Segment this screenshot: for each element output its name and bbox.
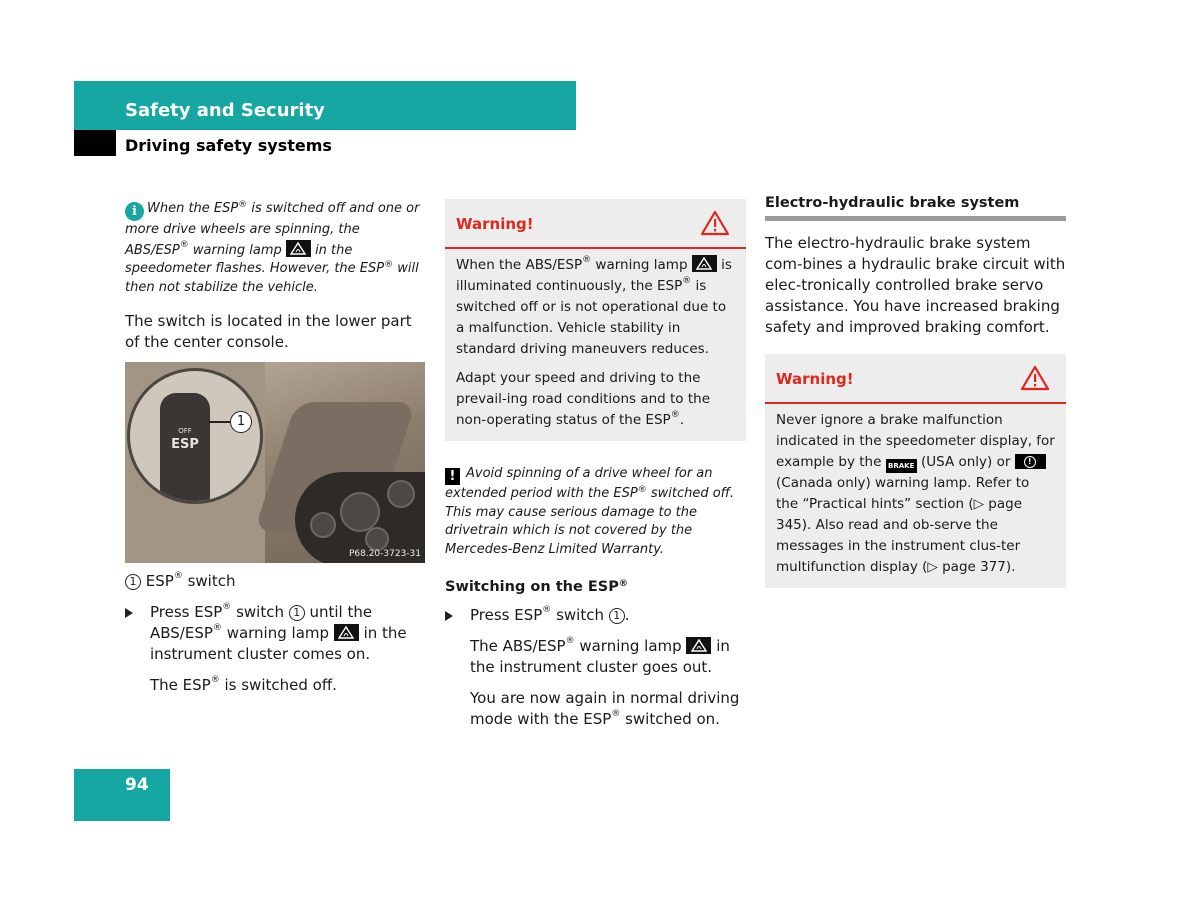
warning-paragraph-2: Adapt your speed and driving to the prevail-ing road conditions and to the non-operating status of the ESP®. bbox=[456, 370, 711, 428]
warning-box-esp bbox=[445, 199, 746, 441]
subsection-title: Driving safety systems bbox=[125, 136, 332, 155]
warning-triangle-icon bbox=[700, 210, 730, 236]
esp-warning-lamp-icon bbox=[692, 255, 717, 272]
warning-triangle-icon bbox=[1020, 365, 1050, 391]
brake-warning-lamp-icon: BRAKE bbox=[886, 459, 917, 473]
warning-paragraph: Never ignore a brake malfunction indicated in the speedometer display, for example by the BRAKE (USA only) or ! (Canada only) warning lamp. Refer to the “Practical hints” section (▷ page 345). Also read and ob-serve the messages in the instrument clus-ter multifunction display (▷ page 377). bbox=[776, 412, 1055, 575]
warning-paragraph-1: When the ABS/ESP® warning lamp is illuminated continuously, the ESP® is switched off or is not operational due to a malfunction. Vehicle stability in standard driving maneuvers reduces. bbox=[456, 255, 732, 357]
page-number-box bbox=[74, 769, 170, 821]
section-title: Safety and Security bbox=[125, 100, 325, 121]
page-number: 94 bbox=[125, 775, 149, 795]
caution-note: ! Avoid spinning of a drive wheel for an extended period with the ESP® switched off. This may cause serious damage to the drivetrain which is not covered by the Mercedes-Benz Limited Warranty. bbox=[445, 466, 735, 557]
callout-number: 1 bbox=[125, 574, 141, 590]
caution-icon: ! bbox=[445, 468, 460, 485]
subsection-marker bbox=[74, 130, 116, 156]
subheading-switching-on: Switching on the ESP® bbox=[445, 579, 628, 595]
photo-legend: 1 ESP® switch bbox=[125, 571, 425, 592]
warning-label: Warning! bbox=[456, 215, 534, 233]
info-icon: i bbox=[125, 202, 144, 221]
heading-rule bbox=[765, 216, 1066, 221]
center-console-photo bbox=[125, 362, 425, 563]
intro-text: The switch is located in the lower part of the center console. bbox=[125, 312, 412, 351]
column-right bbox=[765, 195, 1066, 588]
step-result-1: The ABS/ESP® warning lamp in the instrument cluster goes out. bbox=[470, 636, 730, 676]
instruction-step: Press ESP® switch 1 until the ABS/ESP® warning lamp in the instrument cluster comes on. bbox=[125, 602, 425, 665]
column-middle bbox=[445, 199, 746, 730]
esp-switch-closeup bbox=[127, 368, 263, 504]
bullet-arrow-icon bbox=[125, 608, 133, 618]
photo-code: P68.20-3723-31 bbox=[348, 549, 421, 559]
callout-1: 1 bbox=[230, 411, 252, 433]
brake-body-text: The electro-hydraulic brake system com-bines a hydraulic brake circuit with elec-tronically controlled brake servo assistance. You have increased braking safety and improved braking comfort. bbox=[765, 234, 1066, 336]
info-note: i When the ESP® is switched off and one or more drive wheels are spinning, the ABS/ESP® warning lamp in the speedometer flashes. However, the ESP® will then not stabilize the vehicle. bbox=[125, 200, 420, 295]
parking-brake-lamp-icon: ! bbox=[1015, 454, 1046, 469]
warning-label: Warning! bbox=[776, 370, 854, 388]
esp-warning-lamp-icon bbox=[686, 637, 711, 654]
step-result: The ESP® is switched off. bbox=[150, 675, 337, 694]
column-left bbox=[125, 195, 425, 696]
esp-switch: OFF ESP bbox=[160, 393, 210, 503]
instruction-step: Press ESP® switch 1 . bbox=[445, 605, 746, 626]
section-heading-brake: Electro-hydraulic brake system bbox=[765, 195, 1020, 211]
esp-warning-lamp-icon bbox=[286, 240, 311, 257]
bullet-arrow-icon bbox=[445, 611, 453, 621]
step-result-2: You are now again in normal driving mode with the ESP® switched on. bbox=[470, 689, 740, 728]
esp-warning-lamp-icon bbox=[334, 624, 359, 641]
warning-box-brake bbox=[765, 354, 1066, 588]
